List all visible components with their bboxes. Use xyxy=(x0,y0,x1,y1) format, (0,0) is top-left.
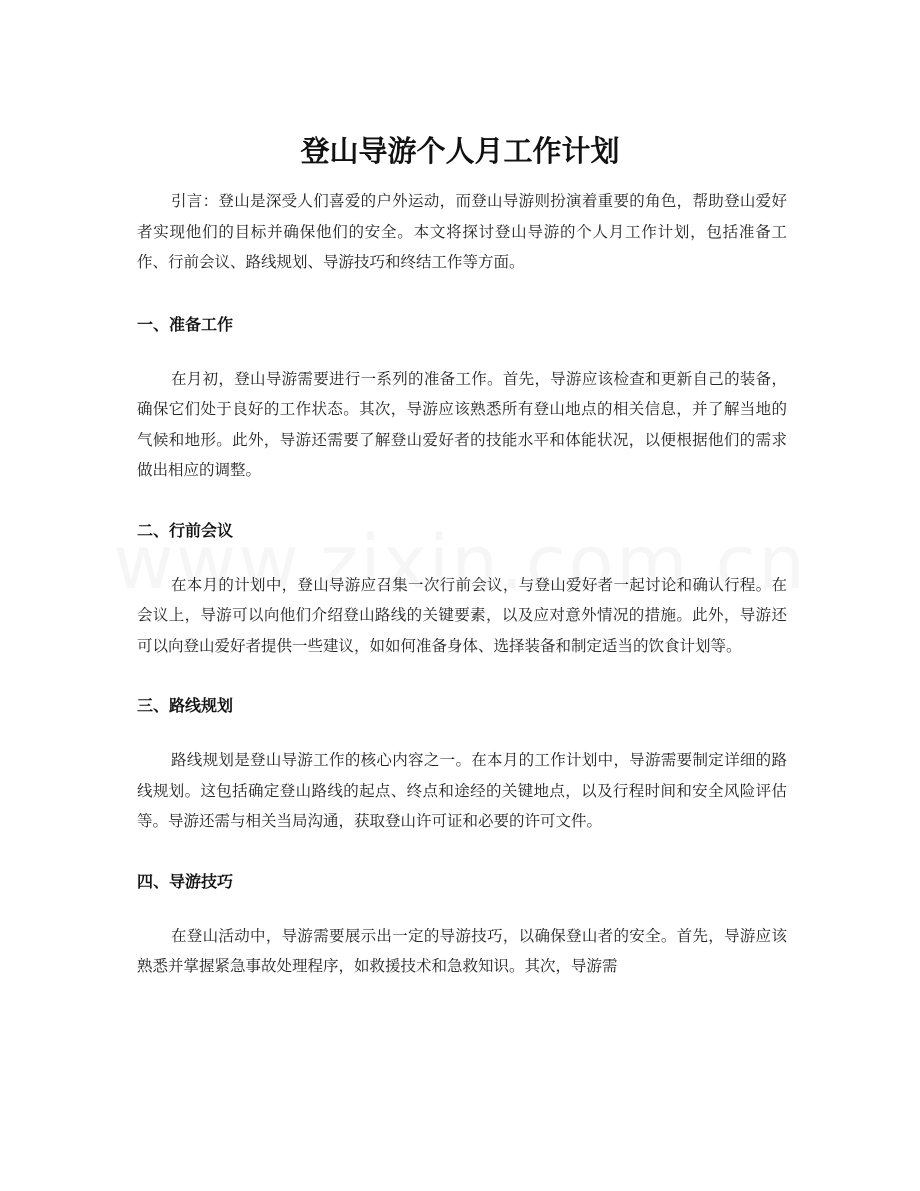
section-body-route-planning: 路线规划是登山导游工作的核心内容之一。在本月的工作计划中，导游需要制定详细的路线规划。这包括确定登山路线的起点、终点和途经的关键地点，以及行程时间和安全风险评估等。导游还需与相关当局沟通，获取登山许可证和必要的许可文件。 xyxy=(137,751,787,830)
section-heading-route-planning: 三、路线规划 xyxy=(137,696,234,715)
section-body-guiding-skills: 在登山活动中，导游需要展示出一定的导游技巧，以确保登山者的安全。首先，导游应该熟悉并掌握紧急事故处理程序，如救援技术和急救知识。其次，导游需 xyxy=(137,926,787,975)
document-title: 登山导游个人月工作计划 xyxy=(300,134,620,169)
section-body-pre-trip-meeting: 在本月的计划中，登山导游应召集一次行前会议，与登山爱好者一起讨论和确认行程。在会议上，导游可以向他们介绍登山路线的关键要素，以及应对意外情况的措施。此外，导游还可以向登山爱好者提供一些建议，如如何准备身体、选择装备和制定适当的饮食计划等。 xyxy=(137,575,787,655)
section-heading-pre-trip-meeting: 二、行前会议 xyxy=(137,520,234,540)
section-heading-guiding-skills: 四、导游技巧 xyxy=(137,871,234,891)
intro-paragraph: 引言：登山是深受人们喜爱的户外运动，而登山导游则扮演着重要的角色，帮助登山爱好者实现他们的目标并确保他们的安全。本文将探讨登山导游的个人月工作计划，包括准备工作、行前会议、路线规划、导游技巧和终结工作等方面。 xyxy=(137,192,787,271)
section-body-preparation: 在月初，登山导游需要进行一系列的准备工作。首先，导游应该检查和更新自己的装备，确保它们处于良好的工作状态。其次，导游应该熟悉所有登山地点的相关信息，并了解当地的气候和地形。此外，导游还需要了解登山爱好者的技能水平和体能状况，以便根据他们的需求做出相应的调整。 xyxy=(137,369,787,479)
document-body xyxy=(137,186,787,982)
section-heading-preparation: 一、准备工作 xyxy=(137,314,234,334)
